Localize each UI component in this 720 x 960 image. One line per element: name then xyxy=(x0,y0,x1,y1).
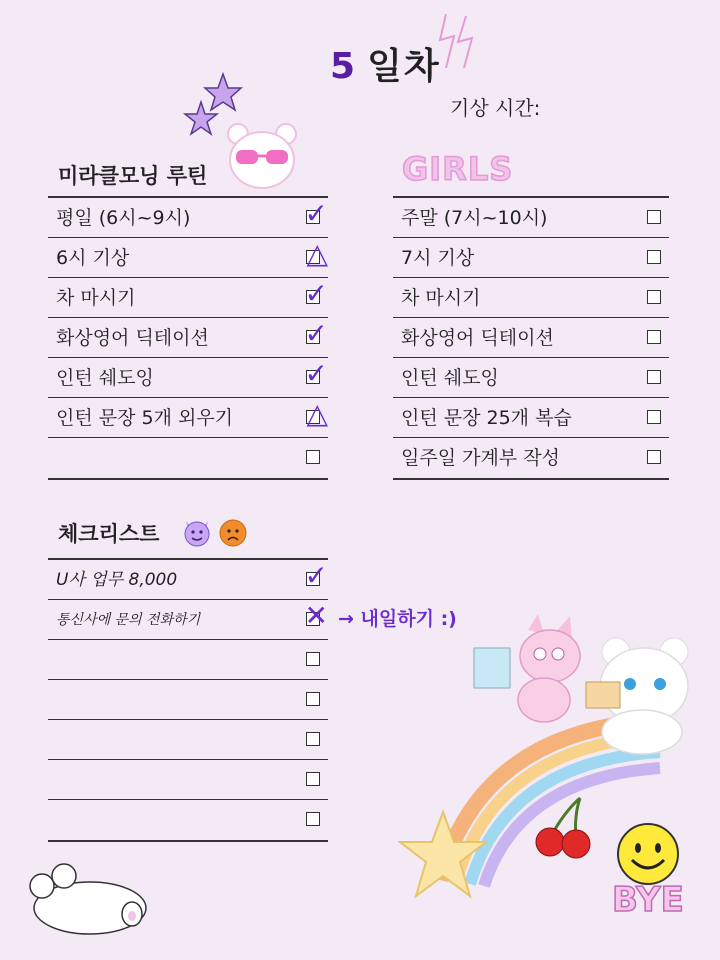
weekend-row xyxy=(393,198,669,238)
triangle-mark-icon: △ xyxy=(306,397,328,430)
routine-row-label: 인턴 문장 5개 외우기 xyxy=(56,407,234,429)
cherry-icon xyxy=(530,792,600,862)
weekend-row xyxy=(393,358,669,398)
checkbox[interactable] xyxy=(647,210,661,224)
sad-emoji-icon xyxy=(218,518,248,548)
weekend-row xyxy=(393,318,669,358)
checklist-row xyxy=(48,800,328,840)
triangle-mark-icon: △ xyxy=(306,237,328,270)
girls-heading: GIRLS xyxy=(402,150,514,188)
checklist-row xyxy=(48,600,328,640)
routine-row-label: 차 마시기 xyxy=(56,287,136,309)
weekend-row-label: 주말 (7시~10시) xyxy=(401,207,548,229)
routine-row-label: 6시 기상 xyxy=(56,247,130,269)
weekend-table xyxy=(393,196,669,480)
weekend-row-label: 화상영어 딕테이션 xyxy=(401,327,554,349)
checkbox[interactable] xyxy=(306,692,320,706)
white-bear-icon xyxy=(580,628,700,758)
weekend-row-label: 인턴 쉐도잉 xyxy=(401,367,499,389)
check-mark-icon: ✓ xyxy=(304,559,328,592)
weekend-row xyxy=(393,238,669,278)
star-sticker-icon xyxy=(398,808,488,903)
routine-table xyxy=(48,196,328,480)
bye-text: BYE xyxy=(612,880,684,920)
weekend-row-label: 인턴 문장 25개 복습 xyxy=(401,407,572,429)
weekend-row xyxy=(393,278,669,318)
checklist-row-label: U사 업무 8,000 xyxy=(56,570,178,590)
checklist-row xyxy=(48,640,328,680)
routine-row xyxy=(48,238,328,278)
routine-row xyxy=(48,438,328,478)
checkbox[interactable] xyxy=(306,772,320,786)
checklist-row xyxy=(48,680,328,720)
checkbox[interactable] xyxy=(647,370,661,384)
checklist-row xyxy=(48,720,328,760)
bear-sunglasses-icon xyxy=(222,118,302,193)
check-mark-icon: ✓ xyxy=(304,197,328,230)
check-mark-icon: ✓ xyxy=(304,357,328,390)
checkbox[interactable] xyxy=(647,250,661,264)
smiley-icon xyxy=(614,820,682,888)
check-mark-icon: ✓ xyxy=(304,277,328,310)
checklist-row xyxy=(48,760,328,800)
postpone-note: → 내일하기 :) xyxy=(338,608,457,630)
weekend-row xyxy=(393,398,669,438)
lightning-icon xyxy=(436,12,486,72)
checklist-row xyxy=(48,560,328,600)
weekend-row xyxy=(393,438,669,478)
routine-row-label: 화상영어 딕테이션 xyxy=(56,327,209,349)
checkbox[interactable] xyxy=(647,410,661,424)
checkbox[interactable] xyxy=(306,732,320,746)
weekend-row-label: 일주일 가계부 작성 xyxy=(401,447,560,469)
checklist-table xyxy=(48,558,328,842)
pink-cat-icon xyxy=(470,612,590,732)
routine-row xyxy=(48,358,328,398)
routine-row xyxy=(48,198,328,238)
checkbox[interactable] xyxy=(647,330,661,344)
checklist-heading: 체크리스트 xyxy=(58,522,160,546)
weekend-row-label: 7시 기상 xyxy=(401,247,475,269)
checkbox[interactable] xyxy=(306,450,320,464)
check-mark-icon: ✓ xyxy=(304,317,328,350)
checkbox[interactable] xyxy=(306,652,320,666)
weekend-row-label: 차 마시기 xyxy=(401,287,481,309)
checklist-row-label: 통신사에 문의 전화하기 xyxy=(56,612,201,628)
routine-row xyxy=(48,398,328,438)
sleeping-bear-icon xyxy=(20,862,150,942)
devil-emoji-icon xyxy=(182,515,212,547)
checkbox[interactable] xyxy=(647,450,661,464)
day-suffix: 일차 xyxy=(367,46,441,87)
cross-mark-icon: ✕ xyxy=(304,599,328,632)
checkbox[interactable] xyxy=(647,290,661,304)
page-title xyxy=(330,38,441,89)
routine-row xyxy=(48,278,328,318)
routine-heading: 미라클모닝 루틴 xyxy=(58,164,208,188)
routine-row-label: 평일 (6시~9시) xyxy=(56,207,191,229)
day-number: 5 xyxy=(330,46,358,87)
routine-row-label: 인턴 쉐도잉 xyxy=(56,367,154,389)
routine-row xyxy=(48,318,328,358)
wake-time-label: 기상 시간: xyxy=(450,96,541,120)
checkbox[interactable] xyxy=(306,812,320,826)
